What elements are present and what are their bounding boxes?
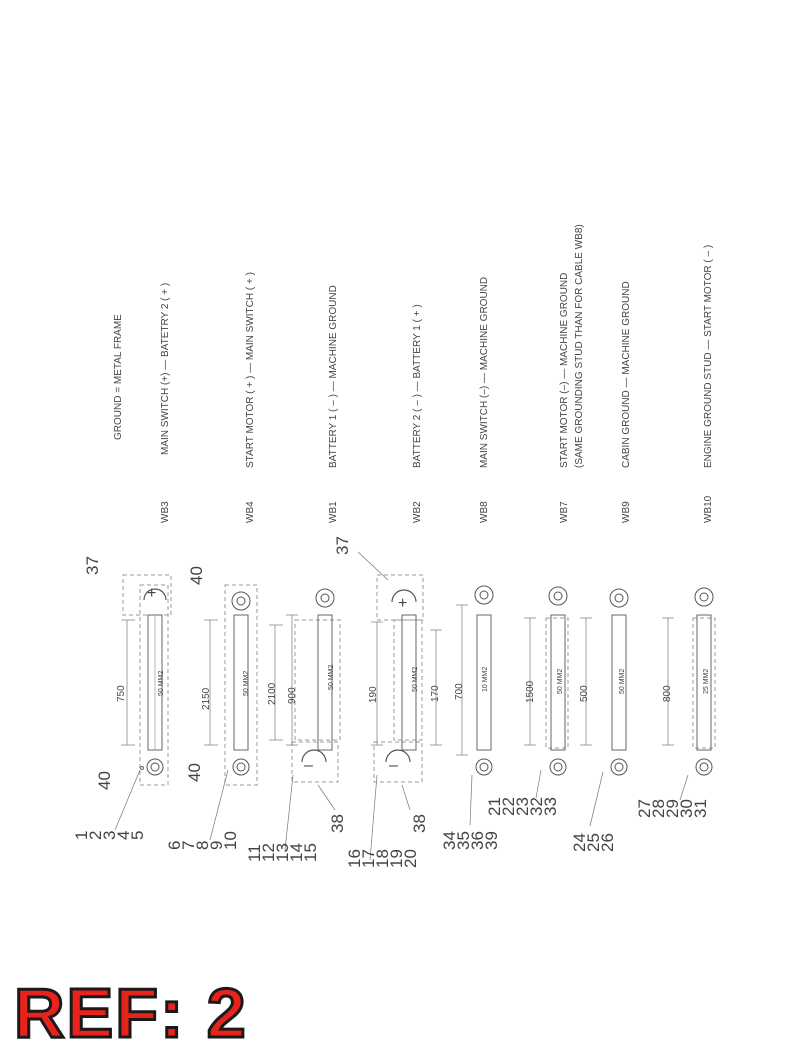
cable-description: MAIN SWITCH (–) — MACHINE GROUND bbox=[479, 276, 490, 468]
cable-id: WB9 bbox=[621, 501, 632, 523]
ref-label: 39 bbox=[482, 831, 501, 850]
cable-description: BATTERY 2 ( – ) — BATTERY 1 ( + ) bbox=[412, 304, 423, 468]
ref-label: 6 bbox=[165, 840, 184, 850]
ref-label: 30 bbox=[677, 799, 696, 818]
label-38: 38 bbox=[328, 814, 347, 833]
ref-label: 3 bbox=[100, 830, 119, 840]
cable-length: 750 bbox=[116, 685, 127, 702]
cable-wb7 bbox=[485, 224, 585, 816]
cable-section: 50 MM2 bbox=[557, 668, 564, 694]
ref-label: 20 bbox=[401, 849, 420, 868]
ref-label: 4 bbox=[114, 830, 133, 840]
ref-label: 16 bbox=[345, 849, 364, 868]
ref-label: 26 bbox=[598, 833, 617, 852]
label-37: 37 bbox=[333, 536, 352, 555]
cable-id: WB10 bbox=[703, 495, 714, 523]
polarity-symbol: – bbox=[304, 757, 313, 774]
ref-label: 13 bbox=[273, 843, 292, 862]
ref-label: 22 bbox=[499, 797, 518, 816]
ref-label: 10 bbox=[221, 831, 240, 850]
ground-note: GROUND = METAL FRAME bbox=[113, 314, 124, 440]
ref-label: 2 bbox=[86, 830, 105, 840]
label-38: 38 bbox=[410, 814, 429, 833]
polarity-symbol: – bbox=[389, 757, 398, 774]
ref-label: 18 bbox=[373, 849, 392, 868]
ref-label: 33 bbox=[541, 797, 560, 816]
ref-label: REF: 2 bbox=[14, 974, 248, 1052]
ref-label: 35 bbox=[454, 831, 473, 850]
cable-length-2: 170 bbox=[430, 685, 441, 702]
ref-label: 24 bbox=[570, 833, 589, 852]
ref-label: 7 bbox=[179, 840, 198, 850]
cable-length: 500 bbox=[579, 685, 590, 702]
label-40: 40 bbox=[95, 771, 114, 790]
ref-label: 12 bbox=[259, 843, 278, 862]
ref-label: 25 bbox=[584, 833, 603, 852]
cable-length: 700 bbox=[454, 683, 465, 700]
cable-wb4 bbox=[165, 272, 257, 850]
cable-id: WB1 bbox=[328, 501, 339, 523]
cable-wb2 bbox=[333, 304, 442, 868]
ref-label: 34 bbox=[440, 831, 459, 850]
cable-section: 50 MM2 bbox=[243, 670, 250, 696]
cable-description: BATTERY 1 ( – ) — MACHINE GROUND bbox=[328, 285, 339, 468]
ref-label: 14 bbox=[287, 843, 306, 862]
cable-id: WB8 bbox=[479, 501, 490, 523]
cable-section: 50 MM2 bbox=[619, 668, 626, 694]
ref-label: 5 bbox=[128, 830, 147, 840]
polarity-symbol: + bbox=[398, 595, 408, 612]
ref-label: 31 bbox=[691, 799, 710, 818]
cable-length: 190 bbox=[368, 686, 379, 703]
cable-id: WB4 bbox=[245, 501, 256, 523]
cable-description-note: (SAME GROUNDING STUD THAN FOR CABLE WB8) bbox=[574, 224, 585, 468]
ref-label: 28 bbox=[649, 799, 668, 818]
cable-wb10 bbox=[635, 245, 715, 818]
cable-length: 2100 bbox=[267, 682, 278, 705]
cable-length: 2150 bbox=[201, 687, 212, 710]
ref-label: 21 bbox=[485, 797, 504, 816]
ref-label: 15 bbox=[301, 843, 320, 862]
cable-description: START MOTOR ( + ) — MAIN SWITCH ( + ) bbox=[245, 272, 256, 468]
cable-description: CABIN GROUND — MACHINE GROUND bbox=[621, 281, 632, 468]
cable-wb1 bbox=[245, 285, 347, 862]
ref-label: 9 bbox=[207, 840, 226, 850]
cable-length-2: 900 bbox=[287, 687, 298, 704]
label-37: 37 bbox=[83, 556, 102, 575]
cable-section: 10 MM2 bbox=[482, 666, 489, 692]
ref-label: 19 bbox=[387, 849, 406, 868]
label-40: 40 bbox=[185, 763, 204, 782]
cable-description: MAIN SWITCH (+) — BATETRY 2 ( + ) bbox=[160, 282, 171, 455]
ref-label: 23 bbox=[513, 797, 532, 816]
cable-section: 25 MM2 bbox=[703, 668, 710, 694]
cable-id: WB2 bbox=[412, 501, 423, 523]
ref-label: 36 bbox=[468, 831, 487, 850]
ref-label: 29 bbox=[663, 799, 682, 818]
cable-section: 50 MM2 bbox=[412, 666, 419, 692]
ref-label: 8 bbox=[193, 840, 212, 850]
ref-label: 11 bbox=[245, 844, 264, 862]
cable-description: ENGINE GROUND STUD — START MOTOR ( – ) bbox=[703, 244, 714, 468]
cable-id: WB3 bbox=[160, 501, 171, 523]
cable-length: 800 bbox=[662, 685, 673, 702]
ref-label: 17 bbox=[359, 849, 378, 868]
cable-section: 50 MM2 bbox=[158, 670, 165, 696]
cable-length: 1500 bbox=[525, 680, 536, 703]
label-40: 40 bbox=[187, 566, 206, 585]
cable-wb8 bbox=[440, 277, 501, 850]
cable-description: START MOTOR (–) — MACHINE GROUND bbox=[559, 272, 570, 468]
ref-labels: 1 bbox=[72, 830, 91, 840]
cable-section: 50 MM2 bbox=[328, 664, 335, 690]
ref-label: 32 bbox=[527, 797, 546, 816]
polarity-symbol: + bbox=[147, 585, 157, 602]
cable-id: WB7 bbox=[559, 501, 570, 523]
ref-label: 27 bbox=[635, 799, 654, 818]
